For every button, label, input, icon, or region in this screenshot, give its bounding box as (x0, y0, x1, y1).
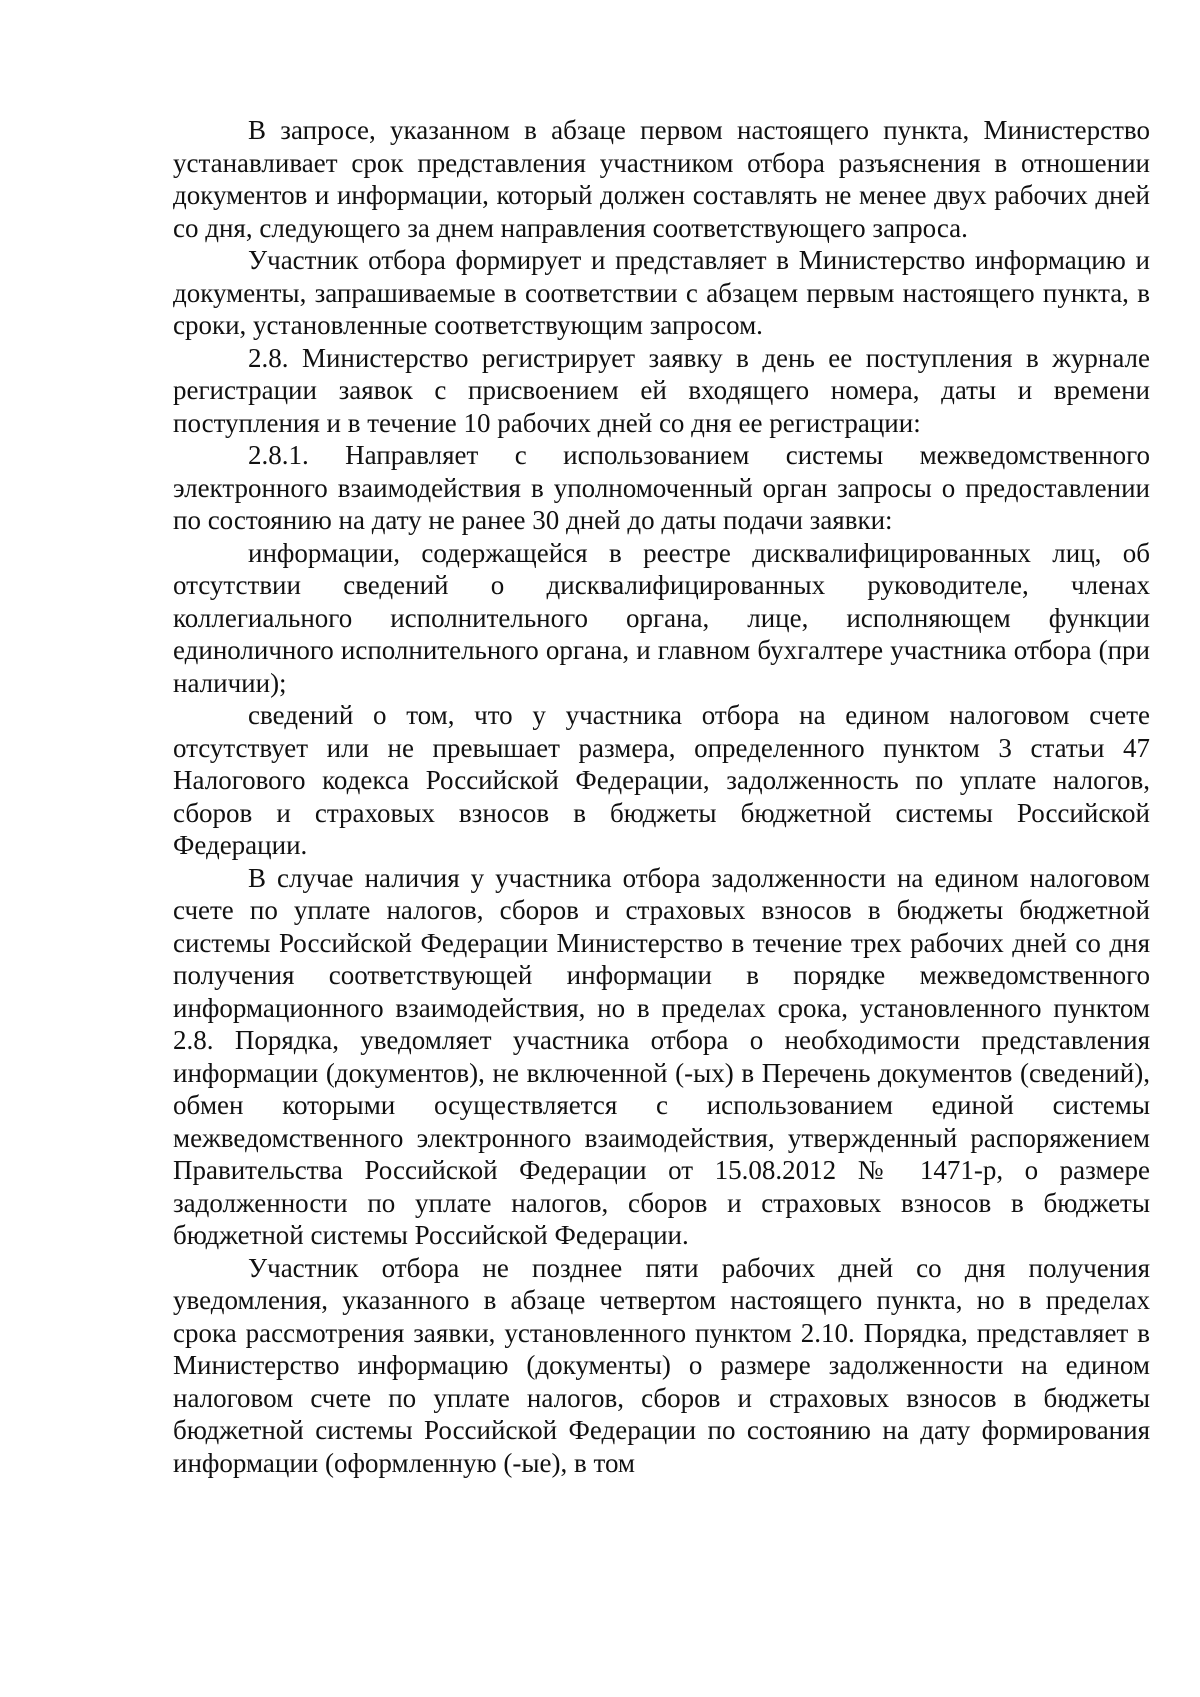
document-body (173, 114, 1150, 1479)
paragraph-debt-notification: В случае наличия у участника отбора задолженности на едином налоговом счете по уплате налогов, сборов и страховых взносов в бюджеты бюджетной системы Российской Федерации Министерство в течение трех рабочих дней со дня получения соответствующей информации в порядке межведомственного информационного взаимодействия, но в пределах срока, установленного пунктом 2.8. Порядка, уведомляет участника отбора о необходимости представления информации (документов), не включенной (-ых) в Перечень документов (сведений), обмен которыми осуществляется с использованием единой системы межведомственного электронного взаимодействия, утвержденный распоряжением Правительства Российской Федерации от 15.08.2012 № 1471-р, о размере задолженности по уплате налогов, сборов и страховых взносов в бюджеты бюджетной системы Российской Федерации. (173, 862, 1150, 1250)
paragraph-request-deadline: В запросе, указанном в абзаце первом настоящего пункта, Министерство устанавливает срок представления участником отбора разъяснения в отношении документов и информации, который должен составлять не менее двух рабочих дней со дня, следующего за днем направления соответствующего запроса. (173, 115, 1150, 243)
paragraph-disqualified-registry: информации, содержащейся в реестре дисквалифицированных лиц, об отсутствии сведений о дисквалифицированных руководителе, членах коллегиального исполнительного органа, лице, исполняющем функции единоличного исполнительного органа, и главном бухгалтере участника отбора (при наличии); (173, 537, 1150, 698)
paragraph-participant-submits: Участник отбора формирует и представляет в Министерство информацию и документы, запрашиваемые в соответствии с абзацем первым настоящего пункта, в сроки, установленные соответствующим запросом. (173, 245, 1150, 340)
paragraph-2-8-registration: 2.8. Министерство регистрирует заявку в день ее поступления в журнале регистрации заявок с присвоением ей входящего номера, даты и времени поступления и в течение 10 рабочих дней со дня ее регистрации: (173, 342, 1150, 438)
paragraph-2-8-1-requests: 2.8.1. Направляет с использованием системы межведомственного электронного взаимодействия в уполномоченный орган запросы о предоставлении по состоянию на дату не ранее 30 дней до даты подачи заявки: (173, 440, 1150, 535)
paragraph-participant-response: Участник отбора не позднее пяти рабочих дней со дня получения уведомления, указанного в абзаце четвертом настоящего пункта, но в пределах срока рассмотрения заявки, установленного пунктом 2.10. Порядка, представляет в Министерство информацию (документы) о размере задолженности на едином налоговом счете по уплате налогов, сборов и страховых взносов в бюджеты бюджетной системы Российской Федерации по состоянию на дату формирования информации (оформленную (-ые), в том (173, 1252, 1150, 1478)
paragraph-tax-debt-info: сведений о том, что у участника отбора на едином налоговом счете отсутствует или не превышает размера, определенного пунктом 3 статьи 47 Налогового кодекса Российской Федерации, задолженность по уплате налогов, сборов и страховых взносов в бюджеты бюджетной системы Российской Федерации. (173, 700, 1150, 860)
